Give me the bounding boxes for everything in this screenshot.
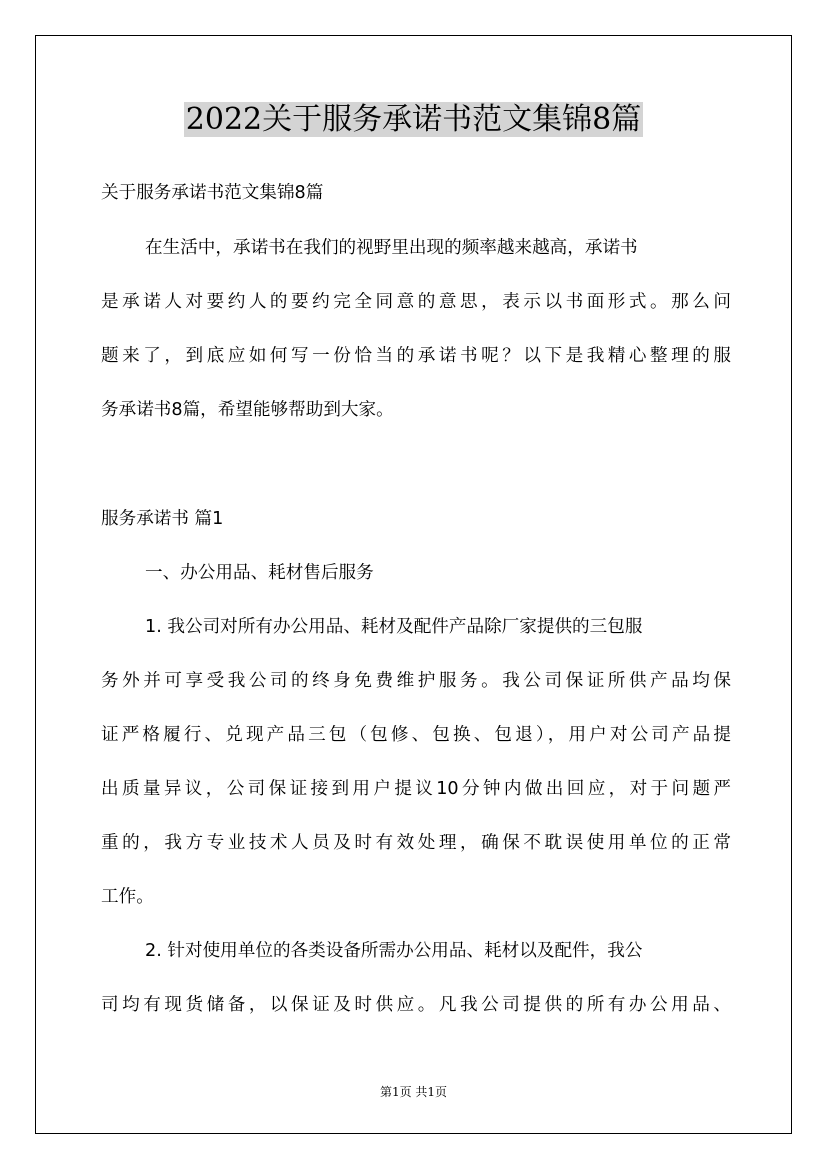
item1-line: 出质量异议，公司保证接到用户提议10分钟内做出回应，对于问题严 bbox=[101, 779, 731, 799]
intro-line: 在生活中，承诺书在我们的视野里出现的频率越来越高，承诺书 bbox=[145, 238, 638, 258]
item1-line: 工作。 bbox=[101, 887, 154, 907]
intro-line: 务承诺书8篇，希望能够帮助到大家。 bbox=[101, 400, 394, 420]
section-heading: 服务承诺书 篇1 bbox=[101, 509, 224, 529]
subsection-heading: 一、办公用品、耗材售后服务 bbox=[145, 563, 374, 583]
item1-line: 1. 我公司对所有办公用品、耗材及配件产品除厂家提供的三包服 bbox=[145, 617, 643, 637]
page-footer: 第1页 共1页 bbox=[379, 1085, 448, 1099]
intro-line: 题来了，到底应如何写一份恰当的承诺书呢？以下是我精心整理的服 bbox=[101, 346, 731, 366]
item2-line: 司均有现货储备，以保证及时供应。凡我公司提供的所有办公用品、 bbox=[101, 995, 731, 1015]
item1-line: 证严格履行、兑现产品三包（包修、包换、包退），用户对公司产品提 bbox=[101, 725, 731, 745]
item2-line: 2. 针对使用单位的各类设备所需办公用品、耗材以及配件，我公 bbox=[145, 941, 643, 961]
document-title: 2022关于服务承诺书范文集锦8篇 bbox=[185, 102, 642, 137]
intro-line: 是承诺人对要约人的要约完全同意的意思，表示以书面形式。那么问 bbox=[101, 292, 731, 312]
item1-line: 重的，我方专业技术人员及时有效处理，确保不耽误使用单位的正常 bbox=[101, 833, 731, 853]
document-subtitle: 关于服务承诺书范文集锦8篇 bbox=[101, 183, 324, 203]
item1-line: 务外并可享受我公司的终身免费维护服务。我公司保证所供产品均保 bbox=[101, 671, 731, 691]
